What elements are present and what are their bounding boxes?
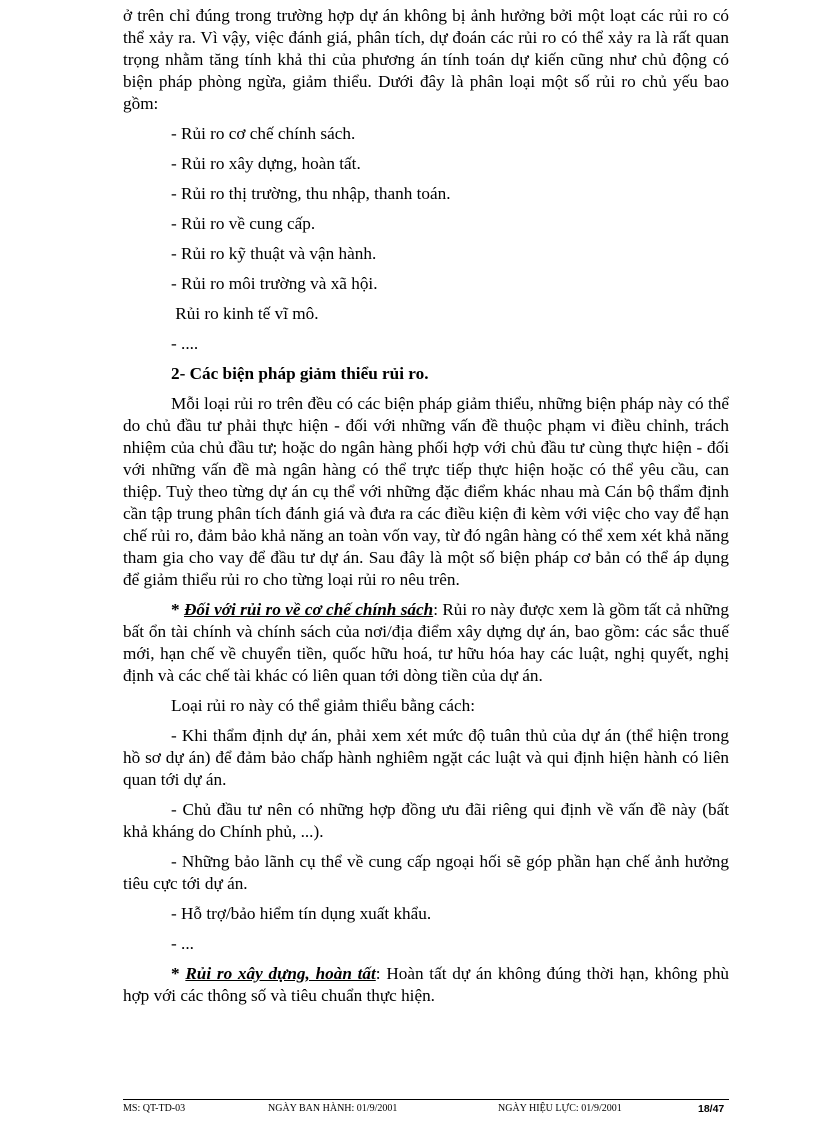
- risk-list: [123, 123, 729, 355]
- document-body: [123, 0, 729, 1007]
- footer-effective-date: NGÀY HIỆU LỰC: 01/9/2001: [498, 1103, 622, 1114]
- mitigation-item: - Khi thẩm định dự án, phải xem xét mức độ tuân thủ của dự án (thể hiện trong hồ sơ dự án) để đảm bảo chấp hành nghiêm ngặt các luật và qui định hiện hành có liên quan tới dự án.: [123, 726, 729, 789]
- mitigation-intro: Loại rủi ro này có thể giảm thiểu bằng cách:: [171, 696, 476, 715]
- intro-paragraph: ở trên chỉ đúng trong trường hợp dự án không bị ảnh hưởng bởi một loạt các rủi ro có thể xảy ra. Vì vậy, việc đánh giá, phân tích, dự đoán các rủi ro có thể xảy ra là rất quan trọng nhằm tăng tính khả thi của phương án tính toán dự kiến cũng như chủ động có biện pháp phòng ngừa, giảm thiểu. Dưới đây là phân loại một số rủi ro chủ yếu bao gồm:: [123, 6, 729, 113]
- policy-risk-text: Rủi ro này được xem là gồm tất cả những bất ổn tài chính và chính sách của nơi/địa điểm xây dựng dự án, bao gồm: các sắc thuế mới, hạn chế về chuyển tiền, quốc hữu hoá, tư hữu hóa hay các luật, nghị quyết, nghị định và các chế tài khác có liên quan tới dòng tiền của dự án.: [123, 600, 729, 685]
- mitigation-item: - Hỗ trợ/bảo hiểm tín dụng xuất khẩu.: [171, 904, 432, 923]
- risk-item: - Rủi ro môi trường và xã hội.: [171, 274, 378, 293]
- mitigation-item: - Những bảo lãnh cụ thể về cung cấp ngoại hối sẽ góp phần hạn chế ảnh hưởng tiêu cực tới dự án.: [123, 852, 729, 893]
- risk-item: - Rủi ro thị trường, thu nhập, thanh toán.: [171, 184, 451, 203]
- section-paragraph: Mỗi loại rủi ro trên đều có các biện pháp giảm thiểu, những biện pháp này có thể do chủ đầu tư phải thực hiện - đối với những vấn đề thuộc phạm vi điều chỉnh, trách nhiệm của chủ đầu tư; hoặc do ngân hàng phối hợp với chủ đầu tư cùng thực hiện - đối với những vấn đề mà ngân hàng có thể trực tiếp thực hiện hoặc có thể yêu cầu, can thiệp. Tuỳ theo từng dự án cụ thể với những đặc điểm khác nhau mà Cán bộ thẩm định cần tập trung phân tích đánh giá và đưa ra các điều kiện đi kèm với việc cho vay để hạn chế rủi ro, đảm bảo khả năng an toàn vốn vay, từ đó ngân hàng có thể xem xét khả năng tham gia cho vay để đầu tư dự án. Sau đây là một số biện pháp cơ bản có thể áp dụng để giảm thiểu rủi ro cho từng loại rủi ro nêu trên.: [123, 394, 729, 589]
- mitigation-item: - ...: [171, 934, 194, 953]
- footer-issue-date: NGÀY BAN HÀNH: 01/9/2001: [268, 1103, 398, 1114]
- risk-item: - Rủi ro về cung cấp.: [171, 214, 316, 233]
- page-footer: [123, 1099, 729, 1115]
- construction-risk-text: Hoàn tất dự án không đúng thời hạn, không phù hợp với các thông số và tiêu chuẩn thực hiện.: [123, 964, 730, 1005]
- construction-risk-title: Rủi ro xây dựng, hoàn tất: [185, 964, 376, 983]
- risk-item: Rủi ro kinh tế vĩ mô.: [171, 304, 319, 323]
- risk-item: - Rủi ro xây dựng, hoàn tất.: [171, 154, 361, 173]
- risk-item: - Rủi ro kỹ thuật và vận hành.: [171, 244, 377, 263]
- construction-star: *: [171, 964, 186, 983]
- construction-sep: :: [375, 964, 387, 983]
- policy-sep: :: [433, 600, 443, 619]
- section-heading: 2- Các biện pháp giảm thiểu rủi ro.: [171, 364, 429, 383]
- risk-item: - Rủi ro cơ chế chính sách.: [171, 124, 356, 143]
- risk-item: - ....: [171, 334, 199, 353]
- construction-risk-paragraph: [123, 963, 729, 1007]
- policy-risk-title: Đối với rủi ro về cơ chế chính sách: [183, 600, 434, 619]
- footer-page-number: 18/47: [698, 1103, 725, 1115]
- mitigation-item: - Chủ đầu tư nên có những hợp đồng ưu đãi riêng qui định về vấn đề này (bất khả kháng do Chính phủ, ...).: [123, 800, 729, 841]
- footer-ms-code: MS: QT-TD-03: [123, 1103, 186, 1114]
- policy-risk-paragraph: [123, 599, 729, 687]
- policy-star: *: [171, 600, 184, 619]
